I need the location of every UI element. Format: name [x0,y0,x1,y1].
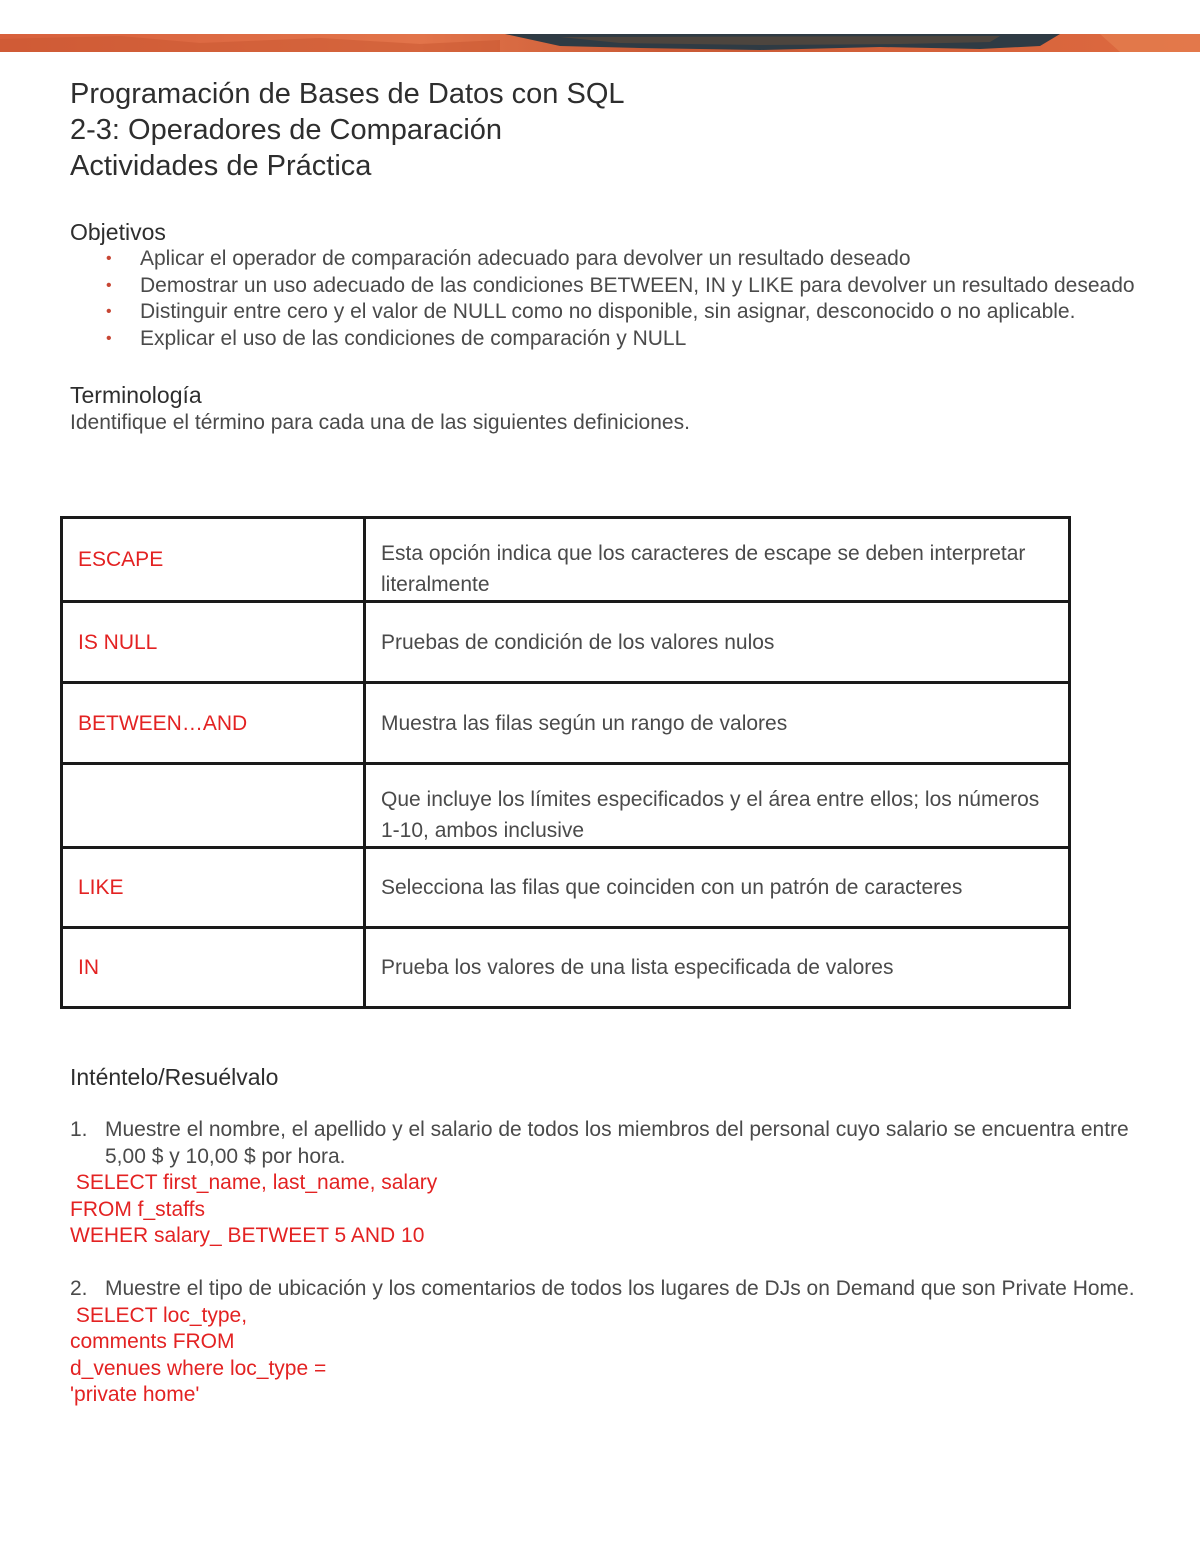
exercise-item [70,1117,1135,1170]
answer-line: SELECT first_name, last_name, salary [70,1171,438,1194]
definition-cell: Muestra las filas según un rango de valores [365,683,1070,764]
top-banner [0,34,1200,52]
bullet-icon: • [106,276,112,294]
answer-line: comments FROM [70,1330,235,1353]
definition-cell: Pruebas de condición de los valores nulos [365,602,1070,683]
term-cell: BETWEEN…AND [62,683,365,764]
exercise-question: Muestre el tipo de ubicación y los comentarios de todos los lugares de DJs on Demand que son Private Home. [105,1277,1135,1300]
exercise-number: 2. [70,1277,88,1300]
objective-item [70,326,1150,353]
exercise-question: Muestre el nombre, el apellido y el salario de todos los miembros del personal cuyo salario se encuentra entre 5,00 $ y 10,00 $ por hora. [105,1118,1129,1168]
objective-item [70,299,1150,326]
definition-cell: Esta opción indica que los caracteres de escape se deben interpretar literalmente [365,518,1070,602]
definition-cell: Que incluye los límites especificados y el área entre ellos; los números 1-10, ambos inclusive [365,764,1070,848]
exercise-number: 1. [70,1118,88,1141]
terminology-heading: Terminología [70,382,202,408]
term-cell: IN [62,928,365,1008]
banner-graphic [0,34,1200,52]
table-row [62,518,1070,602]
objectives-list [70,246,1135,352]
table-row [62,928,1070,1008]
table-row [62,683,1070,764]
table-row [62,848,1070,928]
term-cell: ESCAPE [62,518,365,602]
objective-text: Aplicar el operador de comparación adecuado para devolver un resultado deseado [140,247,911,270]
bullet-icon: • [106,329,112,347]
document-body [70,76,1135,437]
answer-line: SELECT loc_type, [70,1303,248,1327]
definition-cell: Prueba los valores de una lista especificada de valores [365,928,1070,1008]
table-row [62,764,1070,848]
objective-text: Demostrar un uso adecuado de las condiciones BETWEEN, IN y LIKE para devolver un resultado deseado [140,273,1135,297]
practice-section [70,1063,1135,1409]
term-cell [62,764,365,848]
title-activity: Actividades de Práctica [70,150,372,182]
title-lesson: 2-3: Operadores de Comparación [70,114,503,146]
practice-heading: Inténtelo/Resuélvalo [70,1064,279,1090]
spacer [70,1250,1130,1277]
title-course: Programación de Bases de Datos con SQL [70,78,625,110]
term-cell: IS NULL [62,602,365,683]
bullet-icon: • [106,250,112,267]
objective-text: Explicar el uso de las condiciones de comparación y NULL [140,326,687,350]
terminology-table [60,516,1071,1009]
terminology-intro: Identifique el término para cada una de las siguientes definiciones. [70,411,690,434]
answer-line: FROM f_staffs [70,1197,205,1221]
answer-line: d_venues where loc_type = [70,1356,327,1380]
objective-text: Distinguir entre cero y el valor de NULL como no disponible, sin asignar, desconocido o no aplicable. [140,300,1076,323]
objectives-heading: Objetivos [70,219,166,245]
objective-item [70,273,1150,300]
objective-item [70,246,1150,273]
answer-line: 'private home' [70,1383,200,1406]
term-cell: LIKE [62,848,365,928]
exercise-item [70,1276,1135,1303]
table-row [62,602,1070,683]
bullet-icon: • [106,303,112,320]
definition-cell: Selecciona las filas que coinciden con un patrón de caracteres [365,848,1070,928]
answer-line: WEHER salary_ BETWEET 5 AND 10 [70,1224,425,1247]
